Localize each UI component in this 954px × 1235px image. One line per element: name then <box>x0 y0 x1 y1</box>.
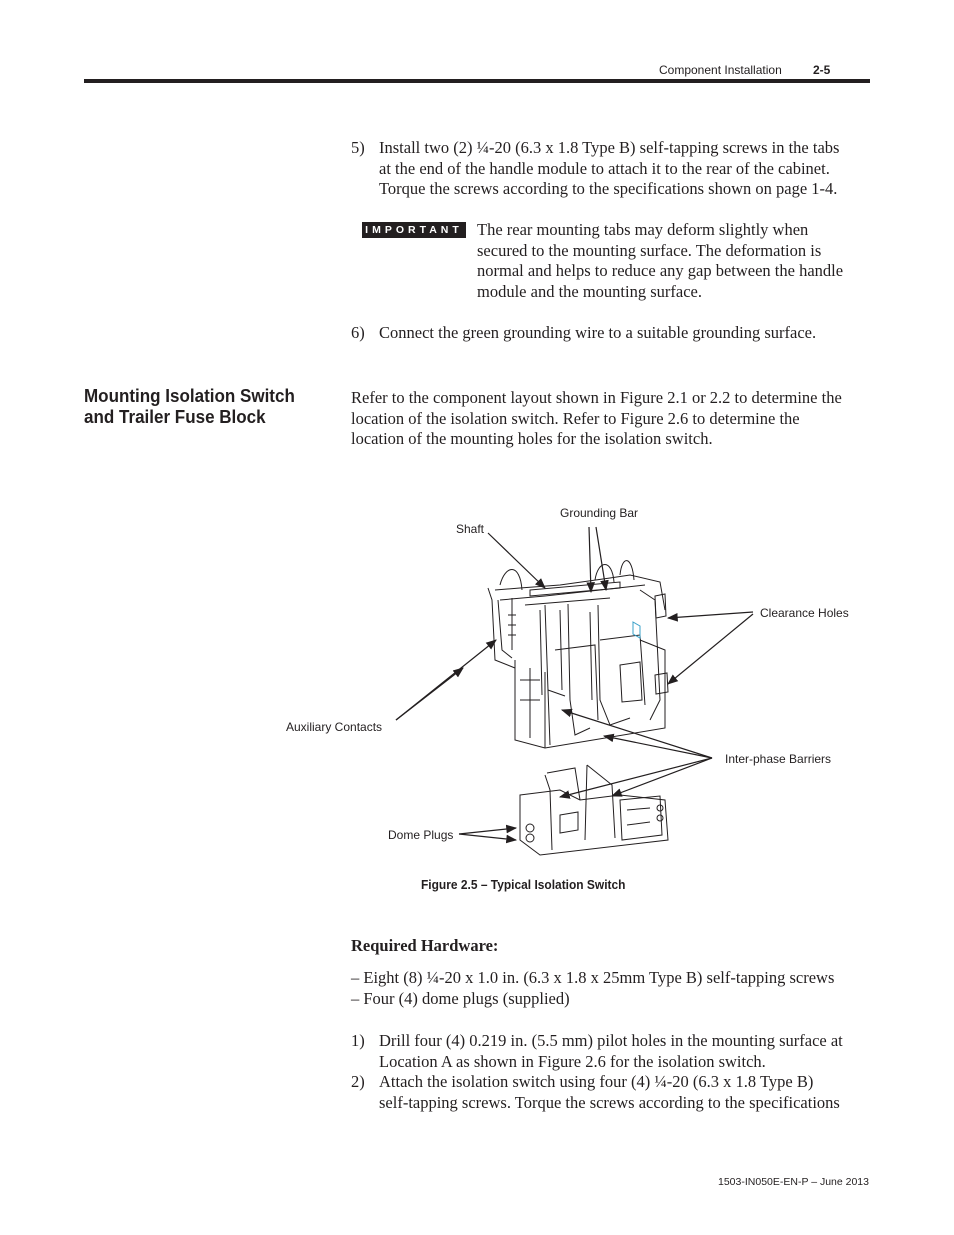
hardware-item: – Eight (8) ¼-20 x 1.0 in. (6.3 x 1.8 x 25mm Type B) self-tapping screws <box>351 968 835 987</box>
hardware-list <box>351 968 871 1009</box>
intro-line: Refer to the component layout shown in Figure 2.1 or 2.2 to determine the <box>351 388 842 407</box>
step-line: Attach the isolation switch using four (4) ¼-20 (6.3 x 1.8 Type B) <box>379 1072 814 1091</box>
step-line: Drill four (4) 0.219 in. (5.5 mm) pilot holes in the mounting surface at <box>379 1031 843 1050</box>
barrier-drawing <box>520 765 668 855</box>
label-clearance-holes: Clearance Holes <box>760 606 849 620</box>
figure-caption: Figure 2.5 – Typical Isolation Switch <box>421 877 626 892</box>
switch-body-drawing <box>488 561 668 748</box>
section-heading-line: and Trailer Fuse Block <box>84 406 266 427</box>
footer-document-code: 1503-IN050E-EN-P – June 2013 <box>718 1176 869 1188</box>
intro-line: location of the isolation switch. Refer to Figure 2.6 to determine the <box>351 408 800 428</box>
header-section-title: Component Installation <box>659 63 782 77</box>
step-line: self-tapping screws. Torque the screws according to the specifications <box>379 1092 840 1112</box>
step-line: Location A as shown in Figure 2.6 for the isolation switch. <box>379 1051 766 1071</box>
header-page-number: 2-5 <box>813 63 831 77</box>
important-badge: IMPORTANT <box>362 222 466 238</box>
step-text <box>379 1031 869 1072</box>
step-number: 2) <box>351 1072 365 1091</box>
important-line: normal and helps to reduce any gap between the handle <box>477 261 844 280</box>
step-text <box>379 1072 869 1113</box>
callout-leaders <box>396 527 753 840</box>
intro-line: location of the mounting holes for the isolation switch. <box>351 429 713 448</box>
step-line: Torque the screws according to the specifications shown on page 1-4. <box>379 179 838 198</box>
label-inter-phase-barriers: Inter-phase Barriers <box>725 752 832 766</box>
hardware-item: – Four (4) dome plugs (supplied) <box>351 988 570 1008</box>
label-dome-plugs: Dome Plugs <box>388 828 454 842</box>
step-number: 6) <box>351 323 365 342</box>
section-heading-line: Mounting Isolation Switch <box>84 385 295 406</box>
important-line: secured to the mounting surface. The deformation is <box>477 240 822 260</box>
step-number: 1) <box>351 1031 365 1050</box>
important-line: module and the mounting surface. <box>477 281 702 301</box>
step-number: 5) <box>351 138 365 157</box>
label-auxiliary-contacts: Auxiliary Contacts <box>286 720 383 734</box>
label-shaft: Shaft <box>456 522 485 536</box>
hardware-heading: Required Hardware: <box>351 936 499 955</box>
important-line: The rear mounting tabs may deform slightly when <box>477 220 809 239</box>
step-line: at the end of the handle module to attach it to the rear of the cabinet. <box>379 158 830 178</box>
label-grounding-bar: Grounding Bar <box>560 506 639 520</box>
step-line: Install two (2) ¼-20 (6.3 x 1.8 Type B) self-tapping screws in the tabs <box>379 138 840 157</box>
step-line: Connect the green grounding wire to a suitable grounding surface. <box>379 323 817 342</box>
